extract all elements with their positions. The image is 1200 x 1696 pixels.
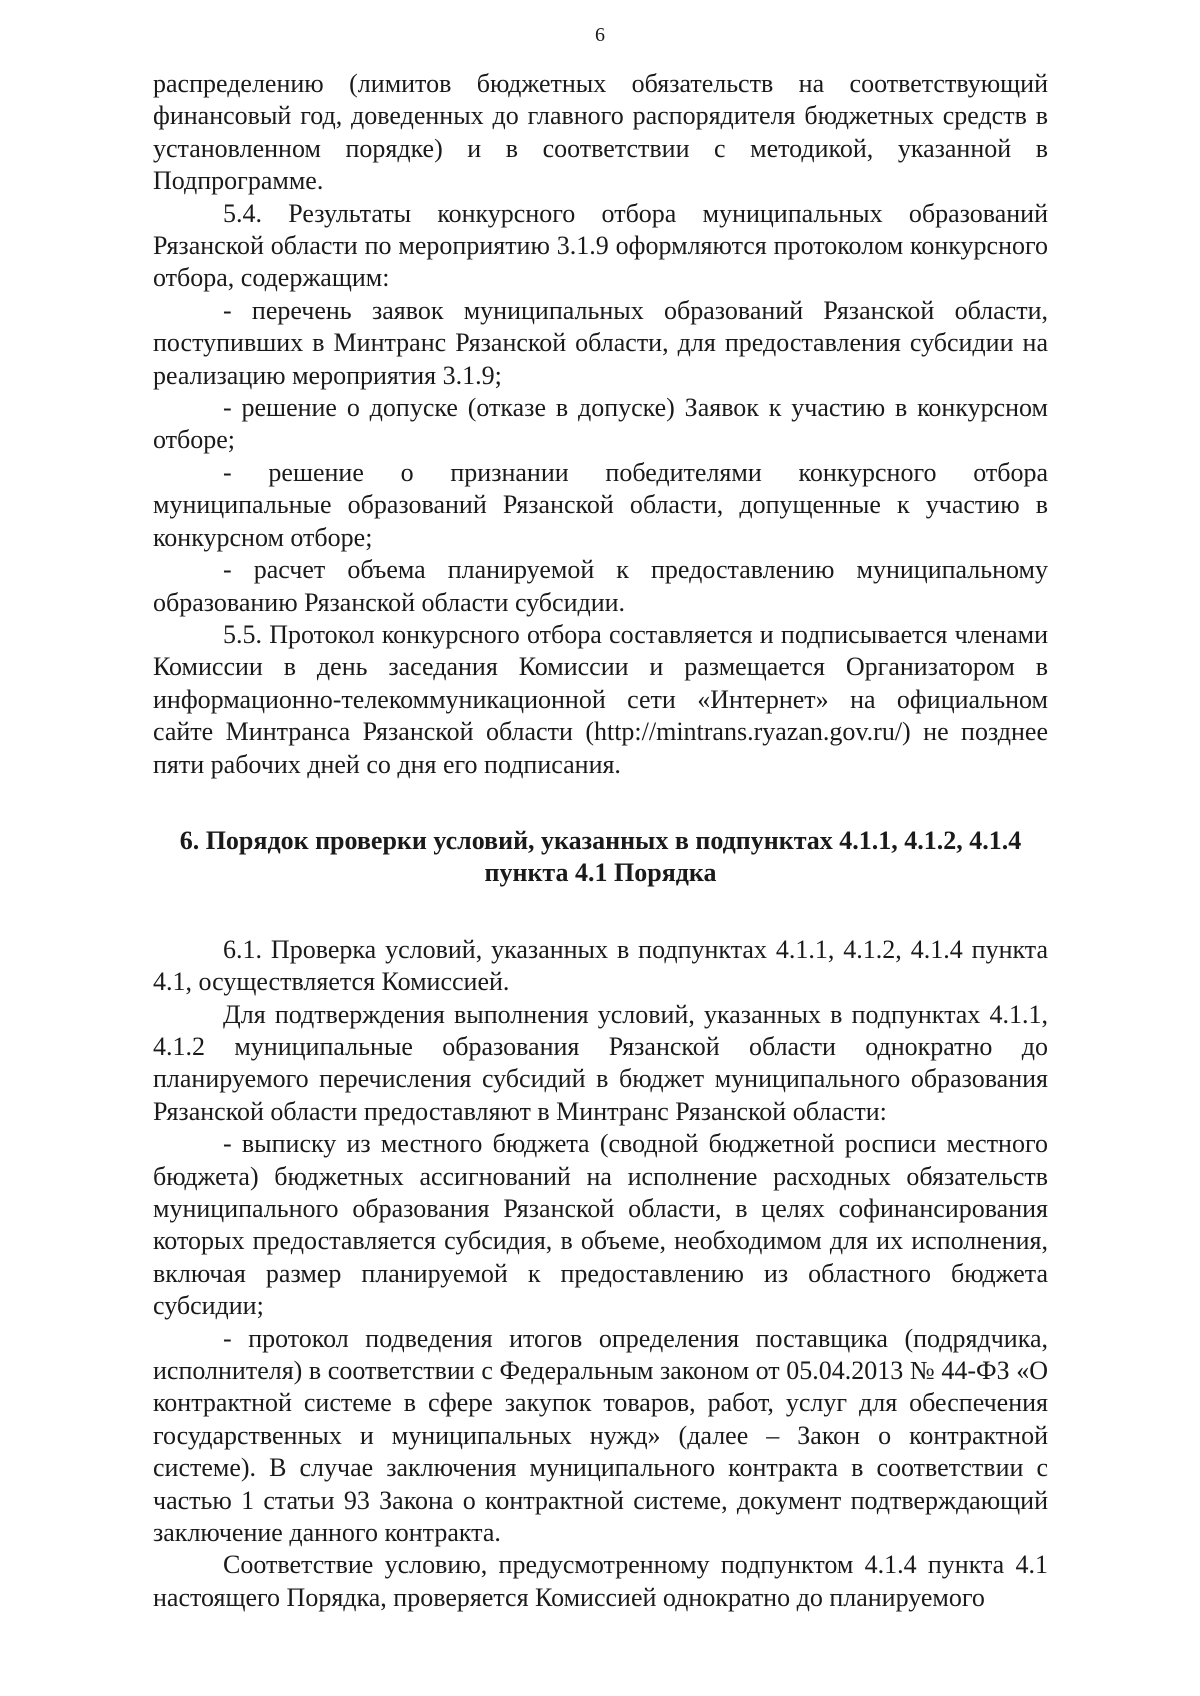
paragraph-6-1: 6.1. Проверка условий, указанных в подпунктах 4.1.1, 4.1.2, 4.1.4 пункта 4.1, осуществляется Комиссией.	[153, 934, 1048, 997]
page-number: 6	[595, 24, 605, 46]
list-item-calculation: - расчет объема планируемой к предоставлению муниципальному образованию Рязанской области субсидии.	[153, 555, 1048, 617]
paragraph-compliance: Соответствие условию, предусмотренному подпунктом 4.1.4 пункта 4.1 настоящего Порядка, проверяется Комиссией однократно до планируемого	[153, 1550, 1048, 1612]
list-item-admission: - решение о допуске (отказе в допуске) Заявок к участию в конкурсном отборе;	[153, 393, 1048, 455]
list-item-budget-extract: - выписку из местного бюджета (сводной бюджетной росписи местного бюджета) бюджетных ассигнований на исполнение расходных обязательств муниципального образования Рязанской области, в целях софинансирования которых предоставляется субсидия, в объеме, необходимом для их исполнения, включая размер планируемой к предоставлению из областного бюджета субсидии;	[153, 1129, 1048, 1321]
list-item-applications: - перечень заявок муниципальных образований Рязанской области, поступивших в Минтранс Рязанской области, для предоставления субсидии на реализацию мероприятия 3.1.9;	[153, 295, 1048, 390]
section-heading	[153, 825, 1048, 890]
document-body	[153, 68, 1048, 1614]
section-heading-line-2: пункта 4.1 Порядка	[484, 858, 717, 888]
paragraph-continuation: распределению (лимитов бюджетных обязательств на соответствующий финансовый год, доведенных до главного распорядителя бюджетных средств в установленном порядке) и в соответствии с методикой, указанной в Подпрограмме.	[153, 69, 1048, 196]
list-item-protocol: - протокол подведения итогов определения поставщика (подрядчика, исполнителя) в соответствии с Федеральным законом от 05.04.2013 № 44-ФЗ «О контрактной системе в сфере закупок товаров, работ, услуг для обеспечения государственных и муниципальных нужд» (далее – Закон о контрактной системе). В случае заключения муниципального контракта в соответствии с частью 1 статьи 93 Закона о контрактной системе, документ подтверждающий заключение данного контракта.	[153, 1323, 1048, 1548]
list-item-winners: - решение о признании победителями конкурсного отбора муниципальные образований Рязанской области, допущенные к участию в конкурсном отборе;	[153, 457, 1048, 552]
paragraph-5-4: 5.4. Результаты конкурсного отбора муниципальных образований Рязанской области по мероприятию 3.1.9 оформляются протоколом конкурсного отбора, содержащим:	[153, 198, 1048, 293]
paragraph-5-5: 5.5. Протокол конкурсного отбора составляется и подписывается членами Комиссии в день заседания Комиссии и размещается Организатором в информационно-телекоммуникационной сети «Интернет» на официальном сайте Минтранса Рязанской области (http://mintrans.ryazan.gov.ru/) не позднее пяти рабочих дней со дня его подписания.	[153, 619, 1048, 779]
paragraph-confirmation: Для подтверждения выполнения условий, указанных в подпунктах 4.1.1, 4.1.2 муниципальные образования Рязанской области однократно до планируемого перечисления субсидий в бюджет муниципального образования Рязанской области предоставляют в Минтранс Рязанской области:	[153, 999, 1048, 1126]
section-heading-line-1: 6. Порядок проверки условий, указанных в подпунктах 4.1.1, 4.1.2, 4.1.4	[179, 825, 1022, 855]
